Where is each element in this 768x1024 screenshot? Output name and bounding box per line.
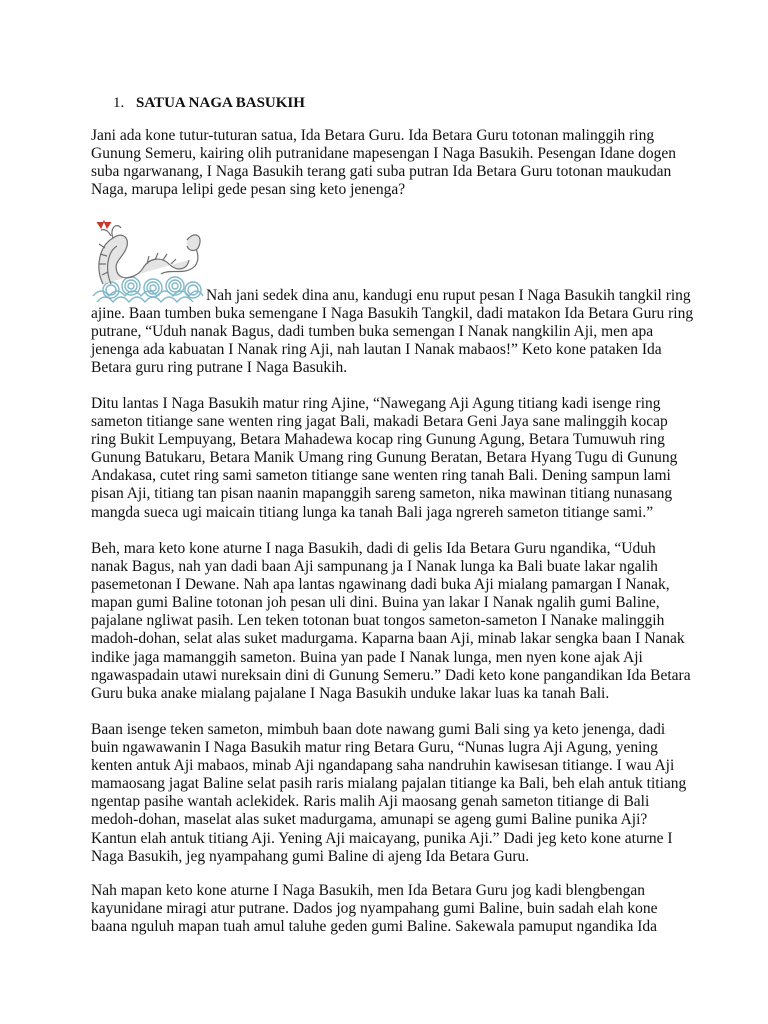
- text-line: Naga Basukih, jeg nyampahang gumi Baline di ajeng Ida Betara Guru.: [91, 847, 530, 865]
- text-line: baana nguluh mapan tuah amul taluhe geden gumi Baline. Sakewala pamuput ngandika Ida: [91, 918, 658, 936]
- text-line: ajine. Baan tumben buka semengane I Naga Basukih Tangkil, dadi matakon Ida Betara Guru ring: [91, 305, 694, 323]
- paragraph-5: [91, 721, 691, 866]
- text-line: Nah mapan keto kone aturne I Naga Basukih, men Ida Betara Guru jog kadi blengbengan: [91, 882, 645, 899]
- paragraph-2: [91, 287, 694, 377]
- text-line: suba ngarwanang, I Naga Basukih terang gati suba putran Ida Betara Guru totonan maukudan: [91, 163, 672, 181]
- paragraph-4: [91, 540, 691, 703]
- text-line: mapan gumi Baline totonan joh pesan uli dini. Buina yan lakar I Nanak ngalih gumi Baline,: [91, 594, 660, 612]
- text-line: medoh-dohan, maselat alas suket madurgama, amunapi se ageng gumi Baline punika Aji?: [91, 811, 648, 829]
- text-line: Jani ada kone tutur-tuturan satua, Ida Betara Guru. Ida Betara Guru totonan malinggih ring: [91, 127, 655, 144]
- text-line: indike jaga mamanggih sameton. Buina yan pade I Nanak lunga, men nyen kone ajak Aji: [91, 648, 643, 666]
- text-line: jenenga ada kabuatan I Nanak ring Aji, nah lautan I Nanak mabaos!” Keto kone pataken Ida: [91, 341, 662, 359]
- text-line: buin ngawawanin I Naga Basukih matur ring Betara Guru, “Nunas lugra Aji Agung, yening: [91, 739, 658, 757]
- text-line: nanak Bagus, nah yan dadi baan Aji sampunang ja I Nanak lunga ka Bali buate lakar ngalih: [91, 558, 658, 576]
- heading-title: SATUA NAGA BASUKIH: [136, 95, 305, 111]
- text-line: Naga, marupa lelipi gede pesan sing keto jenenga?: [91, 181, 406, 199]
- heading-number: 1.: [113, 95, 125, 111]
- text-line: Betara guru ring putrane I Naga Basukih.: [91, 359, 348, 377]
- text-line: Baan isenge teken sameton, mimbuh baan dote nawang gumi Bali sing ya keto jenenga, dadi: [91, 721, 666, 738]
- text-line: ring Bukit Lempuyang, Betara Mahadewa kocap ring Gunung Agung, Betara Tumuwuh ring: [91, 431, 665, 449]
- text-line: sameton titiange sane wenten ring jagat Bali, makadi Betara Geni Jaya sane malinggih kocap: [91, 413, 668, 431]
- text-line: mangda sueca ugi maicain titiang lunga ka tanah Bali jaga ngrereh sameton titiange sami.”: [91, 503, 654, 521]
- section-heading: [113, 94, 305, 112]
- text-line: kenten antuk Aji mabaos, minab Aji ngandapang saha nandruhin kawisesan titiange. I wau Aji: [91, 757, 675, 775]
- text-line: Gunung Semeru, kairing olih putranidane mapesengan I Naga Basukih. Pesengan Idane dogen: [91, 145, 676, 163]
- text-line: kayunidane miragi atur putrane. Dados jog nyampahang gumi Baline, buin sadah elah kone: [91, 900, 658, 918]
- text-line: putrane, “Uduh nanak Bagus, dadi tumben buka semengan I Nanak nangkilin Aji, men apa: [91, 323, 654, 341]
- text-line: Guru buka anake mialang pajalane I Naga Basukih unduke lakar luas ka tanah Bali.: [91, 684, 610, 702]
- text-line: mamaosang jagat Baline selat pasih raris mialang pajalan titiange ka Bali, beh elah antuk titiang: [91, 775, 687, 793]
- text-line: Nah jani sedek dina anu, kandugi enu ruput pesan I Naga Basukih tangkil ring: [206, 287, 691, 304]
- text-line: Ditu lantas I Naga Basukih matur ring Ajine, “Nawegang Aji Agung titiang kadi isenge ring: [91, 395, 661, 412]
- text-line: pisan Aji, titiang tan pisan naanin mapanggih sareng sameton, nika mawinan titiang nunasang: [91, 485, 673, 503]
- paragraph-1: [91, 127, 691, 199]
- paragraph-6: [91, 882, 691, 936]
- text-line: pasemetonan I Dewane. Nah apa lantas ngawinang dadi buka Aji mialang pamargan I Nanak,: [91, 576, 670, 594]
- text-line: madoh-dohan, selat alas suket madurgama. Kaparna baan Aji, minab lakar sengka baan I Nanak: [91, 630, 685, 648]
- text-line: Beh, mara keto kone aturne I naga Basukih, dadi di gelis Ida Betara Guru ngandika, “Uduh: [91, 540, 656, 557]
- text-line: ngawaspadain utawi nureksain dini di Gunung Semeru.” Dadi keto kone pangandikan Ida Betara: [91, 666, 691, 684]
- paragraph-3: [91, 395, 691, 522]
- text-line: pajalane ngliwat pasih. Len teken totonan buat tongos sameton-sameton I Nanake malinggih: [91, 612, 665, 630]
- text-line: ngentap pasihe wantah aclekidek. Raris malih Aji maosang genah sameton titiange di Bali: [91, 793, 650, 811]
- text-line: Andakasa, cutet ring sami sameton titiange sane wenten ring tanah Bali. Dening sampun lami: [91, 467, 671, 485]
- text-line: Gunung Batukaru, Betara Manik Umang ring Gunung Beratan, Betara Hyang Tugu di Gunung: [91, 449, 678, 467]
- text-line: Kantun elah antuk titiang Aji. Yening Aji maicayang, punika Aji.” Dadi jeg keto kone aturne I: [91, 829, 673, 847]
